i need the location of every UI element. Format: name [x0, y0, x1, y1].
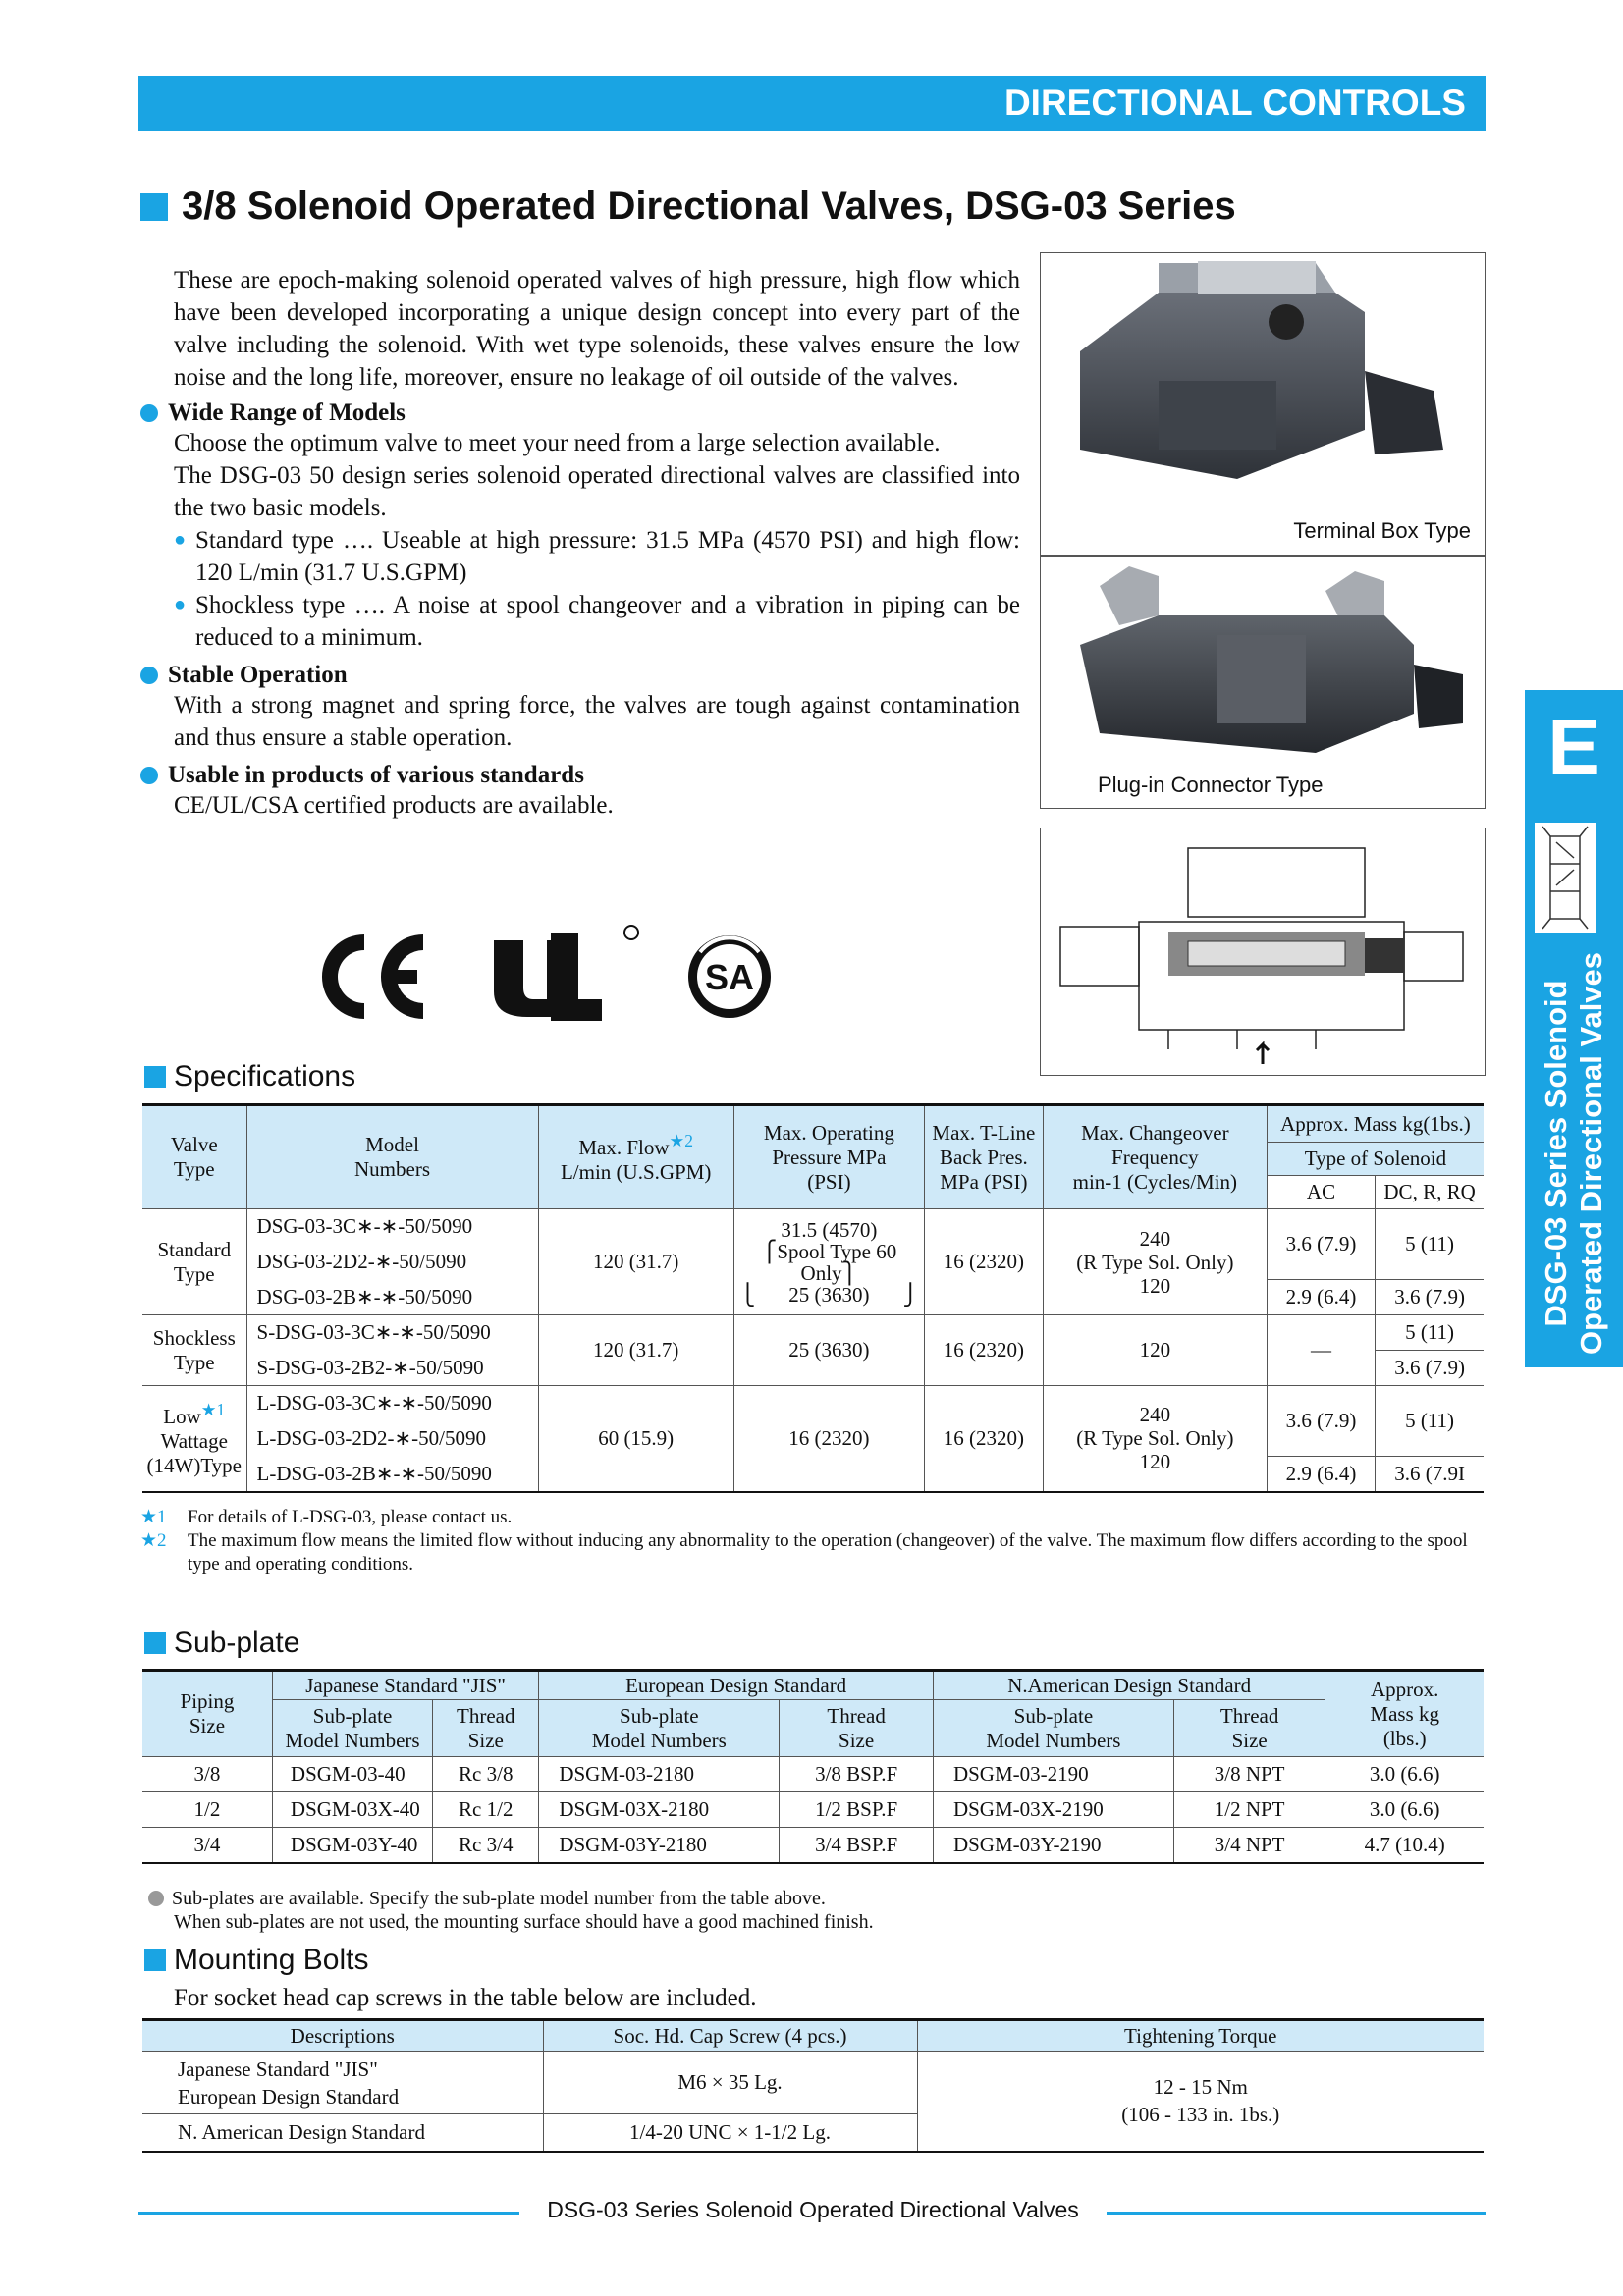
standard-type-bullet: ● Standard type …. Useable at high pressure: 31.5 MPa (4570 PSI) and high flow: 120 L/min (31.7 U.S.GPM): [174, 524, 1020, 589]
terminal-box-photo-frame: [1040, 252, 1486, 556]
spec-row-standard-3: DSG-03-2B∗-∗-50/5090 2.9 (6.4) 3.6 (7.9): [142, 1280, 1484, 1315]
small-bullet-icon: ●: [174, 594, 187, 615]
blue-bullet-icon: [140, 667, 158, 684]
spec-header-ac: AC: [1267, 1176, 1375, 1209]
spec-row-standard-2: DSG-03-2D2-∗-50/5090: [142, 1245, 1484, 1280]
spec-header-sol-type: Type of Solenoid: [1267, 1143, 1484, 1176]
heading-square-icon: [144, 1632, 166, 1654]
plugin-connector-caption: Plug-in Connector Type: [1098, 773, 1324, 797]
specifications-table: [142, 1103, 1484, 1493]
subplate-header-piping: Piping Size: [142, 1671, 272, 1757]
intro-paragraph: These are epoch-making solenoid operated valves of high pressure, high flow which have been developed incorporating a unique design concept into every part of the valve including the solenoid. With wet type solenoids, these valves ensure the low noise and the long life, moreover, ensure no leakage of oil outside of the valves.: [174, 267, 1020, 391]
spec-header-changeover: Max. Changeover Frequency min-1 (Cycles/Min): [1043, 1105, 1267, 1209]
subplate-note-1: Sub-plates are available. Specify the sub-plate model number from the table above.: [148, 1887, 1425, 1910]
gray-bullet-icon: [148, 1891, 164, 1906]
feature-usable-text: CE/UL/CSA certified products are available.: [174, 792, 614, 819]
plugin-connector-valve-image: [1041, 557, 1483, 763]
mounting-bolts-intro: For socket head cap screws in the table below are included.: [174, 1985, 757, 2011]
small-bullet-icon: ●: [174, 529, 187, 551]
spec-header-max-flow: Max. Flow$^{★2}$ L/min (U.S.GPM): [538, 1105, 733, 1209]
side-tab-vertical-title: DSG-03 Series Solenoid Operated Directional Valves: [1539, 951, 1608, 1356]
footnote-2: ★2 The maximum flow means the limited flow without inducing any abnormality to the operation (changeover) of the valve. The maximum flow differs according to the spool type and operating conditions.: [140, 1530, 1468, 1575]
spec-header-model-numbers: Model Numbers: [246, 1105, 538, 1209]
shockless-type-bullet: ● Shockless type …. A noise at spool changeover and a vibration in piping can be reduced to a minimum.: [174, 589, 1020, 654]
feature-usable-heading: Usable in products of various standards: [174, 762, 1020, 789]
footnote-1: ★1 For details of L-DSG-03, please contact us.: [140, 1507, 513, 1527]
ce-logo: [322, 934, 423, 1019]
table-row: 1/2 DSGM-03X-40 Rc 1/2 DSGM-03X-2180 1/2 BSP.F DSGM-03X-2190 1/2 NPT 3.0 (6.6): [142, 1792, 1484, 1828]
footer-rule-left: [138, 2212, 519, 2215]
cross-section-frame: [1040, 828, 1486, 1076]
terminal-box-caption: Terminal Box Type: [1293, 518, 1471, 543]
table-row: 3/8 DSGM-03-40 Rc 3/8 DSGM-03-2180 3/8 BSP.F DSGM-03-2190 3/8 NPT 3.0 (6.6): [142, 1757, 1484, 1792]
spec-row-standard-1: Standard Type DSG-03-3C∗-∗-50/5090 120 (31.7) 31.5 (4570) ⎧Spool Type 60 Only⎫ ⎩ 25 (3630) ⎭ 16 (2320) 240 (R Type Sol. Only) 120 3.6 (7.9) 5 (11): [142, 1209, 1484, 1245]
blue-bullet-icon: [140, 404, 158, 422]
bolts-header-desc: Descriptions: [142, 2020, 543, 2052]
spec-row-low-1: Low$^{★1}$ Wattage (14W)Type L-DSG-03-3C∗-∗-50/5090 60 (15.9) 16 (2320) 16 (2320) 240 (R Type Sol. Only) 120 3.6 (7.9) 5 (11): [142, 1386, 1484, 1421]
spec-header-valve-type: Valve Type: [142, 1105, 246, 1209]
title-square-icon: [140, 193, 168, 221]
intro-column: [168, 264, 1020, 822]
subplate-notes: [148, 1887, 1425, 1934]
page-title-text: 3/8 Solenoid Operated Directional Valves, DSG-03 Series: [182, 185, 1236, 228]
ce-ul-csa-logos: [307, 923, 779, 1031]
feature-wide-heading: Wide Range of Models: [174, 400, 1020, 427]
subplate-header-eu: European Design Standard: [539, 1671, 934, 1700]
bolts-header-torque: Tightening Torque: [917, 2020, 1484, 2052]
cert-logos: [307, 923, 779, 1031]
svg-text:SA: SA: [704, 957, 755, 997]
blue-bullet-icon: [140, 767, 158, 784]
feature-wide-p1: Choose the optimum valve to meet your need from a large selection available.: [174, 430, 941, 456]
bolts-header-screw: Soc. Hd. Cap Screw (4 pcs.): [543, 2020, 917, 2052]
spec-row-shockless-1: Shockless Type S-DSG-03-3C∗-∗-50/5090 120 (31.7) 25 (3630) 16 (2320) 120 — 5 (11): [142, 1315, 1484, 1351]
plugin-connector-photo-frame: [1040, 556, 1486, 809]
table-row: N. American Design Standard 1/4-20 UNC × 1-1/2 Lg.: [142, 2114, 1484, 2152]
ul-logo: [494, 926, 638, 1021]
csa-logo: [688, 935, 771, 1018]
section-banner: DIRECTIONAL CONTROLS: [138, 76, 1486, 131]
terminal-box-valve-image: [1041, 253, 1483, 499]
subplate-header-na: N.American Design Standard: [933, 1671, 1325, 1700]
subplate-heading: Sub-plate: [144, 1627, 299, 1660]
page-title: [140, 185, 1236, 229]
table-row: Japanese Standard "JIS" European Design Standard M6 × 35 Lg. 12 - 15 Nm (106 - 133 in. 1bs.): [142, 2052, 1484, 2114]
subplate-header-jis: Japanese Standard "JIS": [272, 1671, 538, 1700]
spec-footnotes: [140, 1506, 1476, 1576]
spec-header-mass: Approx. Mass kg(1bs.): [1267, 1105, 1484, 1143]
cross-section-drawing: [1041, 828, 1483, 1074]
heading-square-icon: [144, 1949, 166, 1971]
spec-row-low-2: L-DSG-03-2D2-∗-50/5090: [142, 1421, 1484, 1457]
spec-header-max-operating: Max. Operating Pressure MPa (PSI): [733, 1105, 924, 1209]
side-tab-letter: E: [1547, 703, 1600, 790]
valve-symbol-icon: [1535, 823, 1596, 933]
heading-square-icon: [144, 1066, 166, 1088]
feature-stable-heading: Stable Operation: [174, 662, 1020, 689]
spec-row-shockless-2: S-DSG-03-2B2-∗-50/5090 3.6 (7.9): [142, 1351, 1484, 1386]
feature-stable-text: With a strong magnet and spring force, the valves are tough against contamination and thus ensure a stable operation.: [174, 692, 1020, 751]
subplate-table: Piping Size Japanese Standard "JIS" European Design Standard N.American Design Standard Approx. Mass kg (lbs.) Sub-plate Model Numbers Thread Size Sub-plate Model Numbers Thread Size Sub-plate Model Numbers Thread Size 3/8 DSGM-03-40 Rc 3/8 DSGM-03-2180 3/8 BSP.F DSGM-03-2190 3/8 NPT 3.0 (6.6) 1/2 DSGM-03X-40 Rc 1/2 DSGM-03X-2180 1/2 BSP.F DSGM-03X-2190 1/2 NPT 3.0 (6.6) 3/4 DSGM-03Y-40 Rc 3/4 DSGM-03Y-2180 3/4 BSP.F DSGM-03Y-2190 3/4 NPT 4.7 (10.4): [142, 1669, 1484, 1864]
feature-wide-p2: The DSG-03 50 design series solenoid operated directional valves are classified into the two basic models.: [174, 462, 1020, 521]
table-row: 3/4 DSGM-03Y-40 Rc 3/4 DSGM-03Y-2180 3/4 BSP.F DSGM-03Y-2190 3/4 NPT 4.7 (10.4): [142, 1828, 1484, 1863]
footer-rule-right: [1107, 2212, 1486, 2215]
spec-header-tline: Max. T-Line Back Pres. MPa (PSI): [924, 1105, 1043, 1209]
spec-row-low-3: L-DSG-03-2B∗-∗-50/5090 2.9 (6.4) 3.6 (7.9I: [142, 1457, 1484, 1492]
specifications-heading: Specifications: [144, 1060, 355, 1094]
mounting-bolts-heading: Mounting Bolts: [144, 1944, 368, 1977]
subplate-note-2: When sub-plates are not used, the mounting surface should have a good machined finish.: [174, 1911, 874, 1933]
subplate-header-mass: Approx. Mass kg (lbs.): [1325, 1671, 1484, 1757]
spec-header-dc: DC, R, RQ: [1376, 1176, 1484, 1209]
mounting-bolts-table: [142, 2018, 1484, 2153]
page-footer: DSG-03 Series Solenoid Operated Directional Valves: [547, 2197, 1079, 2222]
